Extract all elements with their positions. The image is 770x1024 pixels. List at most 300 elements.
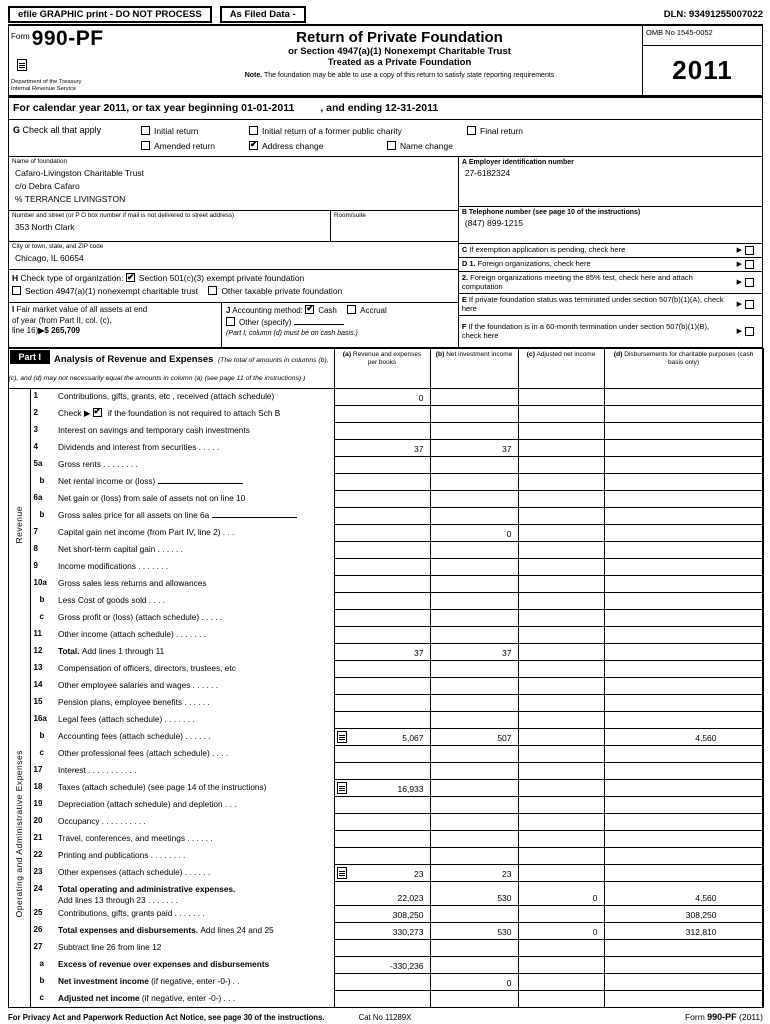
- line-b-amount-b: [430, 593, 518, 610]
- line-description: Occupancy . . . . . . . . . .: [56, 814, 334, 831]
- line-27-amount-b: [430, 940, 518, 957]
- c-pending-checkbox: [745, 246, 754, 255]
- line-18-amount-b: [430, 780, 518, 797]
- line-23-amount-b: [430, 865, 518, 882]
- amount-value: 0: [592, 927, 598, 937]
- line-b-amount-d: [604, 474, 763, 491]
- amount-value: 37: [414, 648, 424, 658]
- line-number: 1: [33, 391, 38, 400]
- line-7-amount-a: [334, 525, 430, 542]
- line-27-amount-a: [334, 940, 430, 957]
- line-7-amount-b: [430, 525, 518, 542]
- line-13-amount-b: [430, 661, 518, 678]
- line-b-amount-d: [604, 593, 763, 610]
- line-number: 6a: [33, 492, 43, 502]
- h-4947a1-checkbox: [12, 286, 21, 295]
- line-18-amount-d: [604, 780, 763, 797]
- line-14-amount-b: [430, 678, 518, 695]
- line-19-amount-c: [518, 797, 604, 814]
- line-number: 18: [33, 781, 43, 791]
- line-10a-amount-b: [430, 576, 518, 593]
- entity-info-grid: [9, 157, 762, 348]
- column-b-header: (b) Net investment income: [430, 349, 518, 389]
- part1-label: Part I: [10, 350, 51, 364]
- line-b-amount-d: [604, 508, 763, 525]
- line-number: 12: [33, 645, 43, 655]
- f-60-month-termination-line: F If the foundation is in a 60-month termination under section 507(b)(1)(B), check here ▶: [459, 316, 762, 347]
- street-address: 353 North Clark: [15, 221, 75, 232]
- line-description: Other professional fees (attach schedule) . . . .: [56, 746, 334, 763]
- amount-value: 37: [502, 648, 512, 658]
- line-20-amount-a: [334, 814, 430, 831]
- line-6a-amount-c: [518, 491, 604, 508]
- line-c-amount-a: [334, 746, 430, 763]
- line-number: 5a: [33, 458, 43, 468]
- part1-line-3: [8, 423, 763, 440]
- line-a-amount-d: [604, 957, 763, 974]
- checkbox: [141, 126, 150, 135]
- line-description: Other income (attach schedule) . . . . . . .: [56, 627, 334, 644]
- g-option-label: Address change: [262, 140, 324, 151]
- line-9-amount-d: [604, 559, 763, 576]
- amount-value: 330,273: [392, 927, 424, 937]
- line-number: 21: [33, 832, 43, 842]
- amount-value: 22,023: [397, 893, 424, 903]
- amount-value: 4,560: [695, 733, 717, 743]
- line-13-amount-a: [334, 661, 430, 678]
- street-label: Number and street (or P O box number if mail is not delivered to street address): [12, 212, 235, 219]
- part1-line-6a: [8, 491, 763, 508]
- part1-line-a: [8, 957, 763, 974]
- revenue-section-label: Revenue: [14, 505, 24, 544]
- line-number: 14: [33, 679, 43, 689]
- line-number: c: [39, 992, 44, 1002]
- amount-value: 0: [592, 893, 598, 903]
- line-description: Dividends and interest from securities . . . . .: [56, 440, 334, 457]
- line-c-amount-d: [604, 991, 763, 1008]
- line-1-amount-a: [334, 389, 430, 406]
- line-description: Subtract line 26 from line 12: [56, 940, 334, 957]
- amount-value: 37: [414, 444, 424, 454]
- part1-line-18: [8, 780, 763, 797]
- line-20-amount-d: [604, 814, 763, 831]
- d1-foreign-checkbox: [745, 260, 754, 269]
- amount-value: 530: [497, 893, 512, 903]
- part1-line-26: [8, 923, 763, 940]
- part1-line-7: [8, 525, 763, 542]
- line-21-amount-b: [430, 831, 518, 848]
- line-26-amount-c: [518, 923, 604, 940]
- g-option-address-change: [249, 141, 387, 151]
- amount-value: 37: [502, 444, 512, 454]
- part1-revenue-expenses-table: [8, 348, 764, 1008]
- part1-title-note: (The total of amounts in columns (b), (c), and (d) may not necessarily equal the amounts in column (a) (see page 11 of the instructions) ): [8, 357, 329, 382]
- line-4-amount-a: [334, 440, 430, 457]
- g-label: G Check all that apply: [13, 125, 102, 135]
- privacy-act-notice: For Privacy Act and Paperwork Reduction Act Notice, see page 30 of the instructions.: [8, 1013, 325, 1022]
- line-7-amount-c: [518, 525, 604, 542]
- line-18-amount-c: [518, 780, 604, 797]
- line-b-amount-b: [430, 508, 518, 525]
- line-11-amount-c: [518, 627, 604, 644]
- form-subtitle-2: Treated as a Private Foundation: [327, 57, 472, 68]
- part1-line-c: [8, 746, 763, 763]
- telephone-value: (847) 899-1215: [464, 218, 523, 228]
- line-18-amount-a: [334, 780, 430, 797]
- form-note: Note. The foundation may be able to use a copy of this return to satisfy state reporting requirements: [244, 72, 555, 79]
- part1-line-20: [8, 814, 763, 831]
- line-9-amount-c: [518, 559, 604, 576]
- part1-line-19: [8, 797, 763, 814]
- amount-value: 530: [497, 927, 512, 937]
- part1-line-23: [8, 865, 763, 882]
- line-description: Total expenses and disbursements. Add lines 24 and 25: [56, 923, 334, 940]
- g-option-label: Final return: [480, 125, 523, 136]
- g-option-initial-return-of-a-former-public-charity: [249, 126, 467, 136]
- form-header: [8, 26, 763, 98]
- attachment-icon: [337, 867, 347, 879]
- line-description: Net gain or (loss) from sale of assets not on line 10: [56, 491, 334, 508]
- line-number: c: [39, 611, 44, 621]
- g-option-name-change: [387, 141, 453, 151]
- line-a-amount-b: [430, 957, 518, 974]
- part1-line-15: [8, 695, 763, 712]
- line-25-amount-b: [430, 906, 518, 923]
- arrow-icon: ▶: [736, 279, 742, 286]
- line-description: Gross sales price for all assets on line 6a: [56, 508, 334, 525]
- other-method-writein-line: [294, 317, 344, 325]
- line-description: Travel, conferences, and meetings . . . . . .: [56, 831, 334, 848]
- line-5a-amount-a: [334, 457, 430, 474]
- part1-line-13: [8, 661, 763, 678]
- line-21-amount-d: [604, 831, 763, 848]
- tax-year: 2011: [672, 55, 733, 85]
- h-organization-type-section: H Check type of organization: ✔ Section 501(c)(3) exempt private foundation Section 4947(a)(1) nonexempt charitable trust Other taxable private foundation: [9, 270, 458, 303]
- line-13-amount-c: [518, 661, 604, 678]
- line-number: 2: [33, 407, 38, 417]
- attention-line: % TERRANCE LIVINGSTON: [15, 193, 126, 204]
- line-b-amount-a: [334, 474, 430, 491]
- line-11-amount-d: [604, 627, 763, 644]
- write-in-line: [212, 510, 297, 518]
- line-number: b: [39, 975, 45, 985]
- line-17-amount-a: [334, 763, 430, 780]
- part1-line-10a: [8, 576, 763, 593]
- line-description: Printing and publications . . . . . . . .: [56, 848, 334, 865]
- line-b-amount-c: [518, 474, 604, 491]
- line-22-amount-a: [334, 848, 430, 865]
- form-subtitle-1: or Section 4947(a)(1) Nonexempt Charitable Trust: [288, 46, 511, 57]
- city-state-zip: Chicago, IL 60654: [15, 252, 84, 263]
- part1-line-24: [8, 882, 763, 906]
- line-number: 23: [33, 866, 43, 876]
- amount-value: 23: [414, 869, 424, 879]
- line-description: Net short-term capital gain . . . . . .: [56, 542, 334, 559]
- form-number-block: [9, 26, 157, 95]
- fmv-amount: $ 265,709: [44, 326, 80, 335]
- amount-value: 4,560: [695, 893, 717, 903]
- line-26-amount-b: [430, 923, 518, 940]
- line-27-amount-c: [518, 940, 604, 957]
- line-description: Total. Add lines 1 through 11: [56, 644, 334, 661]
- line-number: 11: [33, 628, 42, 638]
- line-17-amount-d: [604, 763, 763, 780]
- g-options-row-1: [141, 123, 762, 138]
- part1-line-12: [8, 644, 763, 661]
- checkbox: [467, 126, 476, 135]
- line-number: 24: [33, 883, 43, 893]
- amount-value: -330,236: [389, 961, 424, 971]
- line-3-amount-a: [334, 423, 430, 440]
- amount-value: 308,250: [685, 910, 717, 920]
- part1-line-25: [8, 906, 763, 923]
- i-fair-market-value-block: I Fair market value of all assets at end of year (from Part II, col. (c), line 16)▶$ 265,709: [9, 303, 222, 347]
- line-1-amount-b: [430, 389, 518, 406]
- line-description: Gross profit or (loss) (attach schedule) . . . . .: [56, 610, 334, 627]
- part1-line-21: [8, 831, 763, 848]
- line-24-amount-d: [604, 882, 763, 906]
- arrow-icon: ▶: [736, 301, 742, 308]
- line-11-amount-b: [430, 627, 518, 644]
- part1-title-cell: [8, 349, 334, 389]
- line-number: 17: [33, 764, 43, 774]
- line-c-amount-a: [334, 991, 430, 1008]
- part1-line-c: [8, 610, 763, 627]
- part1-line-17: [8, 763, 763, 780]
- part1-line-1: [8, 389, 763, 406]
- line-3-amount-d: [604, 423, 763, 440]
- line-5a-amount-c: [518, 457, 604, 474]
- line-description: Contributions, gifts, grants paid . . . . . . .: [56, 906, 334, 923]
- line-12-amount-a: [334, 644, 430, 661]
- part1-line-2: [8, 406, 763, 423]
- h-501c3-checkbox: [126, 273, 135, 282]
- g-option-label: Name change: [400, 140, 453, 151]
- amount-value: 0: [506, 978, 512, 988]
- part1-line-8: [8, 542, 763, 559]
- line-14-amount-d: [604, 678, 763, 695]
- line-number: 26: [33, 924, 43, 934]
- line-2-amount-a: [334, 406, 430, 423]
- line-10a-amount-c: [518, 576, 604, 593]
- dept-line-2: Internal Revenue Service: [11, 86, 77, 92]
- form-word: Form: [11, 32, 30, 41]
- line-description: Less Cost of goods sold . . . .: [56, 593, 334, 610]
- form-body: [8, 98, 763, 1008]
- part1-line-5a: [8, 457, 763, 474]
- line-12-amount-b: [430, 644, 518, 661]
- line-number: 16a: [33, 713, 47, 723]
- part1-line-b: [8, 729, 763, 746]
- accrual-method-checkbox: [347, 305, 356, 314]
- c-exemption-pending-line: C If exemption application is pending, check here ▶: [459, 244, 762, 258]
- part1-line-11: [8, 627, 763, 644]
- line-25-amount-d: [604, 906, 763, 923]
- line-22-amount-d: [604, 848, 763, 865]
- line-5a-amount-d: [604, 457, 763, 474]
- line-8-amount-c: [518, 542, 604, 559]
- part1-line-16a: [8, 712, 763, 729]
- line-number: 19: [33, 798, 43, 808]
- line-description: Net rental income or (loss): [56, 474, 334, 491]
- line-description: Excess of revenue over expenses and disbursements: [56, 957, 334, 974]
- amount-value: 312,810: [685, 927, 717, 937]
- omb-year-block: [642, 26, 762, 95]
- amount-value: 5,067: [402, 733, 424, 743]
- line-number: 15: [33, 696, 43, 706]
- line-20-amount-b: [430, 814, 518, 831]
- line-8-amount-d: [604, 542, 763, 559]
- line-number: 25: [33, 907, 43, 917]
- line-description: Net investment income (if negative, enter -0-) . .: [56, 974, 334, 991]
- line-c-amount-b: [430, 746, 518, 763]
- line-b-amount-a: [334, 508, 430, 525]
- line-20-amount-c: [518, 814, 604, 831]
- line-24-amount-b: [430, 882, 518, 906]
- as-filed-banner: As Filed Data -: [220, 6, 306, 23]
- line-description: Legal fees (attach schedule) . . . . . . .: [56, 712, 334, 729]
- calendar-year-line: For calendar year 2011, or tax year beginning 01-01-2011 , and ending 12-31-2011: [9, 98, 762, 120]
- line-number: b: [39, 475, 45, 485]
- line-description: Gross rents . . . . . . . .: [56, 457, 334, 474]
- part1-line-b: [8, 593, 763, 610]
- line-description: Interest on savings and temporary cash investments: [56, 423, 334, 440]
- footer-form-id: Form 990-PF (2011): [684, 1012, 763, 1022]
- form-number: 990-PF: [31, 27, 104, 50]
- checkbox: [249, 126, 258, 135]
- arrow-icon: ▶: [736, 328, 742, 335]
- d2-85-test-checkbox: [745, 278, 754, 287]
- line-number: 3: [33, 424, 38, 434]
- line-b-amount-c: [518, 508, 604, 525]
- line-2-amount-d: [604, 406, 763, 423]
- line-c-amount-c: [518, 610, 604, 627]
- line-number: 7: [33, 526, 38, 536]
- efile-print-banner: efile GRAPHIC print - DO NOT PROCESS: [8, 6, 212, 23]
- line-14-amount-c: [518, 678, 604, 695]
- line-25-amount-c: [518, 906, 604, 923]
- d2-85-percent-test-line: 2. Foreign organizations meeting the 85% test, check here and attach computation ▶: [459, 272, 762, 294]
- line-12-amount-c: [518, 644, 604, 661]
- line-description: Other employee salaries and wages . . . . . .: [56, 678, 334, 695]
- city-state-zip-block: [9, 242, 458, 270]
- line-number: a: [39, 958, 44, 968]
- line-6a-amount-b: [430, 491, 518, 508]
- form-title-block: [157, 26, 642, 95]
- line-number: 22: [33, 849, 43, 859]
- line-c-amount-a: [334, 610, 430, 627]
- line-b-amount-c: [518, 593, 604, 610]
- f-60-month-checkbox: [745, 327, 754, 336]
- line-description: Adjusted net income (if negative, enter -0-) . . .: [56, 991, 334, 1008]
- line-number: 20: [33, 815, 43, 825]
- line-24-amount-a: [334, 882, 430, 906]
- line-number: 4: [33, 441, 38, 451]
- line-b-amount-b: [430, 474, 518, 491]
- amount-value: 0: [506, 529, 512, 539]
- g-option-label: Amended return: [154, 140, 215, 151]
- attachment-icon: [337, 731, 347, 743]
- line-15-amount-d: [604, 695, 763, 712]
- line-17-amount-c: [518, 763, 604, 780]
- topbar: [8, 6, 763, 26]
- line-4-amount-b: [430, 440, 518, 457]
- part1-line-c: [8, 991, 763, 1008]
- column-c-header: (c) Adjusted net income: [518, 349, 604, 389]
- cash-basis-note: (Part I, column (d) must be on cash basis.): [226, 330, 358, 337]
- foundation-name: Cafaro-Livingston Charitable Trust: [15, 167, 144, 178]
- line-b-amount-b: [430, 729, 518, 746]
- line-9-amount-a: [334, 559, 430, 576]
- part1-line-9: [8, 559, 763, 576]
- part1-line-14: [8, 678, 763, 695]
- arrow-icon: ▶: [736, 247, 742, 254]
- line-16a-amount-a: [334, 712, 430, 729]
- line-number: 10a: [33, 577, 47, 587]
- line-13-amount-d: [604, 661, 763, 678]
- line-22-amount-c: [518, 848, 604, 865]
- name-label: Name of foundation: [12, 158, 67, 165]
- line-16a-amount-c: [518, 712, 604, 729]
- line-10a-amount-a: [334, 576, 430, 593]
- h-other-taxable-checkbox: [208, 286, 217, 295]
- telephone-block: B Telephone number (see page 10 of the instructions) (847) 899-1215: [459, 207, 762, 244]
- line-description: Check ▶ ✔ if the foundation is not required to attach Sch B: [56, 406, 334, 423]
- line-number: 13: [33, 662, 43, 672]
- line-8-amount-a: [334, 542, 430, 559]
- treasury-department-label: [11, 79, 82, 93]
- line-19-amount-b: [430, 797, 518, 814]
- line-c-amount-c: [518, 991, 604, 1008]
- line-number: 9: [33, 560, 38, 570]
- line-description: Depreciation (attach schedule) and depletion . . .: [56, 797, 334, 814]
- cash-method-checkbox: [305, 305, 314, 314]
- line-16a-amount-d: [604, 712, 763, 729]
- e-terminated-checkbox: [745, 300, 754, 309]
- line-9-amount-b: [430, 559, 518, 576]
- dln-number: DLN: 93491255007022: [663, 9, 763, 20]
- line-description: Capital gain net income (from Part IV, line 2) . . .: [56, 525, 334, 542]
- efile-stamp-icon: [17, 59, 27, 71]
- line-4-amount-c: [518, 440, 604, 457]
- line-b-amount-d: [604, 974, 763, 991]
- line-3-amount-b: [430, 423, 518, 440]
- line-15-amount-b: [430, 695, 518, 712]
- part1-line-27: [8, 940, 763, 957]
- ein-value: 27-6182324: [464, 168, 511, 178]
- arrow-icon: ▶: [38, 326, 45, 335]
- line-a-amount-c: [518, 957, 604, 974]
- sch-b-not-required-checkbox: [93, 408, 102, 417]
- room-suite-label: Room/suite: [334, 212, 366, 219]
- line-4-amount-d: [604, 440, 763, 457]
- line-description: Interest . . . . . . . . . . .: [56, 763, 334, 780]
- line-number: b: [39, 594, 45, 604]
- g-option-label: Initial return of a former public charity: [262, 125, 402, 136]
- amount-value: 507: [497, 733, 512, 743]
- line-description: Income modifications . . . . . . .: [56, 559, 334, 576]
- amount-value: 308,250: [392, 910, 424, 920]
- line-11-amount-a: [334, 627, 430, 644]
- line-2-amount-c: [518, 406, 604, 423]
- line-16a-amount-b: [430, 712, 518, 729]
- i-j-section: [9, 303, 458, 347]
- line-number: b: [39, 509, 45, 519]
- line-5a-amount-b: [430, 457, 518, 474]
- d1-foreign-org-line: D 1. Foreign organizations, check here ▶: [459, 258, 762, 272]
- line-description: Pension plans, employee benefits . . . . . .: [56, 695, 334, 712]
- line-15-amount-a: [334, 695, 430, 712]
